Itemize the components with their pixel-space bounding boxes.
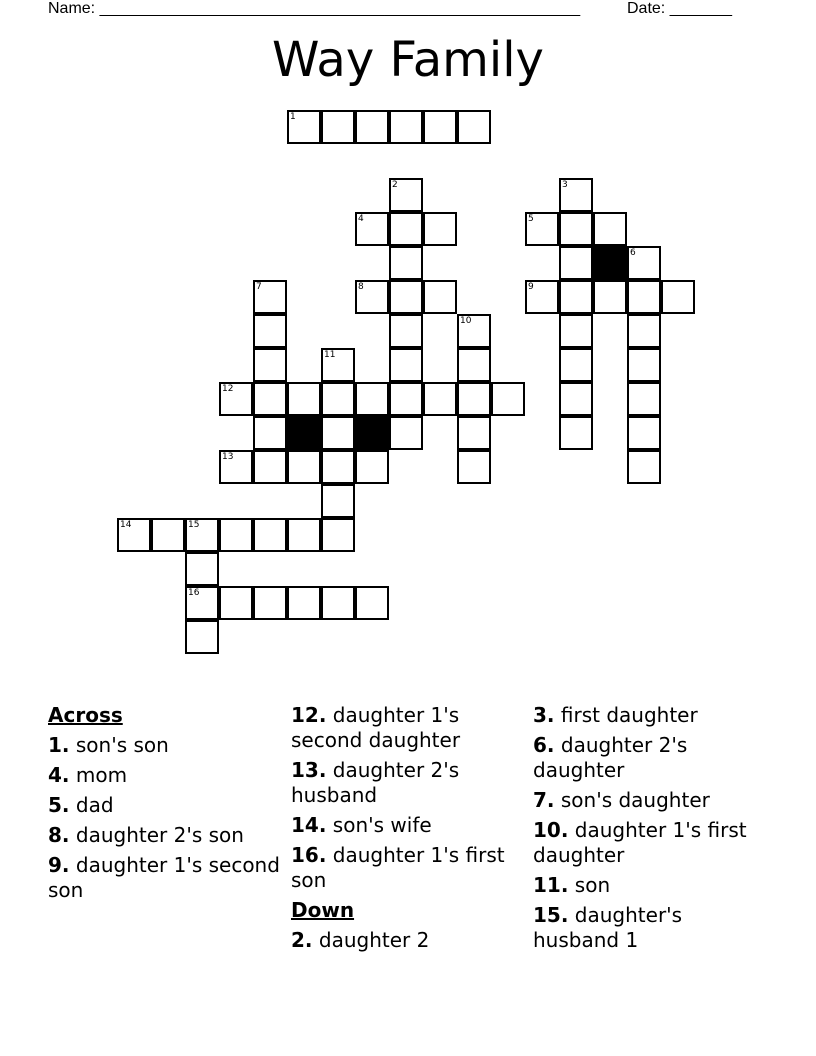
grid-cell[interactable] <box>253 450 287 484</box>
clue-across-4: 4. mom <box>48 763 128 787</box>
date-field[interactable]: Date: _______ <box>627 0 732 17</box>
clue-down-3: 3. first daughter <box>533 703 698 727</box>
clue-down-11: 11. son <box>533 873 611 897</box>
grid-cell[interactable] <box>559 348 593 382</box>
grid-cell[interactable] <box>219 518 253 552</box>
grid-cell[interactable] <box>389 280 423 314</box>
clues-column-3 <box>533 703 768 958</box>
grid-cell[interactable] <box>253 314 287 348</box>
grid-cell[interactable] <box>627 416 661 450</box>
grid-cell[interactable] <box>355 586 389 620</box>
grid-cell[interactable] <box>185 552 219 586</box>
grid-cell[interactable] <box>389 314 423 348</box>
clue-across-13: 13. daughter 2's husband <box>291 758 460 807</box>
grid-cell[interactable] <box>355 280 389 314</box>
grid-cell[interactable] <box>355 382 389 416</box>
grid-cell[interactable] <box>321 110 355 144</box>
grid-cell[interactable] <box>253 348 287 382</box>
grid-cell[interactable] <box>627 382 661 416</box>
grid-cell[interactable] <box>253 586 287 620</box>
grid-cell[interactable] <box>559 416 593 450</box>
clue-across-1: 1. son's son <box>48 733 169 757</box>
grid-cell[interactable] <box>491 382 525 416</box>
clue-number: 2 <box>392 180 398 190</box>
grid-cell[interactable] <box>117 518 151 552</box>
grid-cell[interactable] <box>321 586 355 620</box>
grid-cell[interactable] <box>185 518 219 552</box>
grid-cell[interactable] <box>287 586 321 620</box>
grid-cell[interactable] <box>389 110 423 144</box>
clue-down-6: 6. daughter 2's daughter <box>533 733 688 782</box>
clue-down-15: 15. daughter's husband 1 <box>533 903 683 952</box>
clue-number: 6 <box>630 248 636 258</box>
grid-cell[interactable] <box>457 382 491 416</box>
grid-cell[interactable] <box>185 586 219 620</box>
grid-cell[interactable] <box>253 280 287 314</box>
grid-cell[interactable] <box>593 212 627 246</box>
clue-number: 10 <box>460 316 472 326</box>
grid-cell[interactable] <box>321 382 355 416</box>
grid-cell[interactable] <box>525 280 559 314</box>
clues-column-1 <box>48 703 283 908</box>
across-heading: Across <box>48 703 123 727</box>
grid-cell[interactable] <box>355 212 389 246</box>
clue-down-10: 10. daughter 1's first daughter <box>533 818 747 867</box>
clue-number: 13 <box>222 452 234 462</box>
grid-cell[interactable] <box>627 348 661 382</box>
down-heading: Down <box>291 898 355 922</box>
grid-cell[interactable] <box>593 280 627 314</box>
grid-cell[interactable] <box>219 382 253 416</box>
grid-cell[interactable] <box>423 382 457 416</box>
grid-cell[interactable] <box>287 110 321 144</box>
grid-cell[interactable] <box>559 178 593 212</box>
grid-cell[interactable] <box>457 450 491 484</box>
clue-number: 1 <box>290 112 296 122</box>
clue-number: 7 <box>256 282 262 292</box>
grid-cell[interactable] <box>151 518 185 552</box>
clue-down-2: 2. daughter 2 <box>291 928 430 952</box>
grid-cell[interactable] <box>253 382 287 416</box>
clue-across-14: 14. son's wife <box>291 813 432 837</box>
clue-across-8: 8. daughter 2's son <box>48 823 244 847</box>
grid-cell[interactable] <box>559 382 593 416</box>
grid-cell[interactable] <box>559 212 593 246</box>
black-cell <box>593 246 627 280</box>
grid-cell[interactable] <box>389 382 423 416</box>
clue-number: 5 <box>528 214 534 224</box>
grid-cell[interactable] <box>321 518 355 552</box>
grid-cell[interactable] <box>423 212 457 246</box>
grid-cell[interactable] <box>389 348 423 382</box>
grid-cell[interactable] <box>389 246 423 280</box>
black-cell <box>287 416 321 450</box>
grid-cell[interactable] <box>661 280 695 314</box>
clue-number: 4 <box>358 214 364 224</box>
grid-cell[interactable] <box>423 110 457 144</box>
clue-across-9: 9. daughter 1's second son <box>48 853 280 902</box>
grid-cell[interactable] <box>287 450 321 484</box>
grid-cell[interactable] <box>185 620 219 654</box>
clue-across-12: 12. daughter 1's second daughter <box>291 703 461 752</box>
grid-cell[interactable] <box>389 416 423 450</box>
grid-cell[interactable] <box>287 382 321 416</box>
clue-number: 8 <box>358 282 364 292</box>
grid-cell[interactable] <box>457 416 491 450</box>
grid-cell[interactable] <box>457 110 491 144</box>
clue-number: 14 <box>120 520 132 530</box>
grid-cell[interactable] <box>219 450 253 484</box>
grid-cell[interactable] <box>389 178 423 212</box>
clue-number: 12 <box>222 384 234 394</box>
grid-cell[interactable] <box>355 110 389 144</box>
grid-cell[interactable] <box>321 348 355 382</box>
clue-down-7: 7. son's daughter <box>533 788 710 812</box>
clue-number: 16 <box>188 588 200 598</box>
grid-cell[interactable] <box>355 450 389 484</box>
clue-number: 15 <box>188 520 200 530</box>
grid-cell[interactable] <box>321 450 355 484</box>
clue-across-16: 16. daughter 1's first son <box>291 843 505 892</box>
grid-cell[interactable] <box>457 314 491 348</box>
clue-number: 9 <box>528 282 534 292</box>
grid-cell[interactable] <box>253 416 287 450</box>
grid-cell[interactable] <box>525 212 559 246</box>
grid-cell[interactable] <box>627 280 661 314</box>
grid-cell[interactable] <box>287 518 321 552</box>
grid-cell[interactable] <box>321 484 355 518</box>
page-title: Way Family <box>272 32 544 88</box>
grid-cell[interactable] <box>219 586 253 620</box>
grid-cell[interactable] <box>627 450 661 484</box>
grid-cell[interactable] <box>423 280 457 314</box>
grid-cell[interactable] <box>559 314 593 348</box>
grid-cell[interactable] <box>389 212 423 246</box>
clue-number: 11 <box>324 350 336 360</box>
clues-column-2 <box>291 703 526 958</box>
grid-cell[interactable] <box>627 314 661 348</box>
grid-cell[interactable] <box>253 518 287 552</box>
clue-number: 3 <box>562 180 568 190</box>
grid-cell[interactable] <box>457 348 491 382</box>
grid-cell[interactable] <box>559 280 593 314</box>
grid-cell[interactable] <box>627 246 661 280</box>
clue-across-5: 5. dad <box>48 793 114 817</box>
grid-cell[interactable] <box>321 416 355 450</box>
black-cell <box>355 416 389 450</box>
grid-cell[interactable] <box>559 246 593 280</box>
name-field[interactable]: Name: ______________________________________________________ <box>48 0 581 17</box>
